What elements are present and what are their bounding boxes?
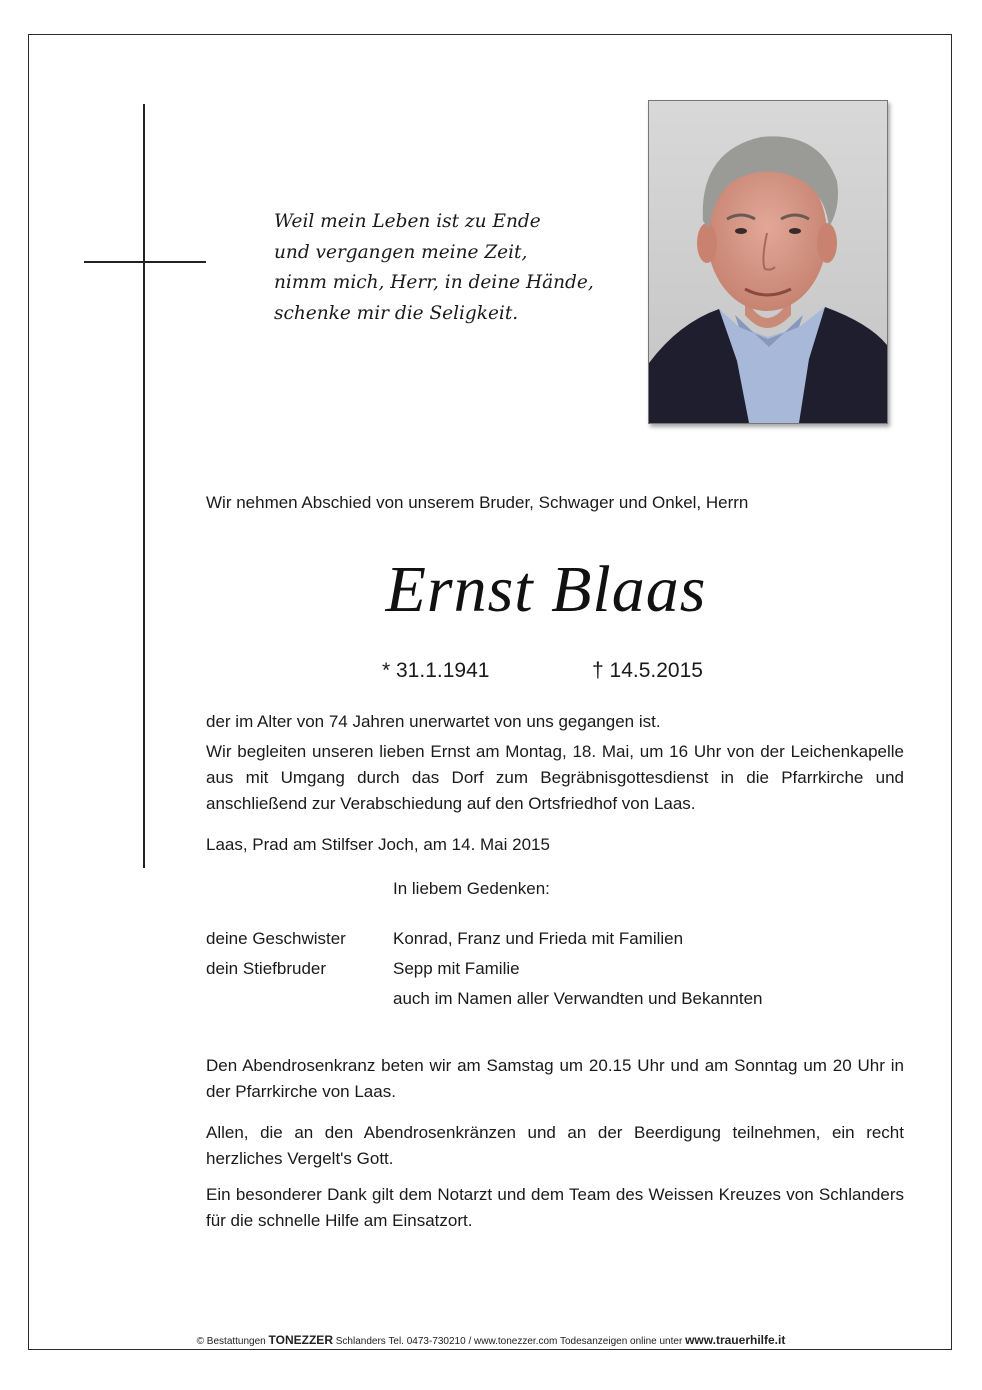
funeral-text: Wir begleiten unseren lieben Ernst am Montag, 18. Mai, um 16 Uhr von der Leichenkapelle aus mit Umgang durch das Dorf zum Begräbnisgottesdienst in die Pfarrkirche und anschließend zur Verabschiedung auf den Ortsfriedhof von Laas. [206,742,904,813]
verse-line: Weil mein Leben ist zu Ende [274,211,541,232]
birth-date: * 31.1.1941 [382,659,490,682]
footer-brand: TONEZZER [268,1333,333,1347]
verse-line: und vergangen meine Zeit, [274,241,528,263]
footer-website-link[interactable]: www.trauerhilfe.it [685,1333,786,1347]
footer-prefix: © Bestattungen [196,1336,266,1347]
mourner-names: auch im Namen aller Verwandten und Bekannten [393,989,763,1008]
portrait-photo [648,100,888,424]
cross-icon-horizontal [84,261,206,263]
intro-text: Wir nehmen Abschied von unserem Bruder, Schwager und Onkel, Herrn [206,493,749,512]
age-text: der im Alter von 74 Jahren unerwartet von uns gegangen ist. [206,712,661,731]
special-thanks-text: Ein besonderer Dank gilt dem Notarzt und dem Team des Weissen Kreuzes von Schlanders für die schnelle Hilfe am Einsatzort. [206,1185,904,1230]
memory-heading: In liebem Gedenken: [393,879,550,898]
mourner-label: deine Geschwister [206,929,346,948]
deceased-name: Ernst Blaas [385,553,707,626]
portrait-illustration [649,101,887,423]
mourner-names: Konrad, Franz und Frieda mit Familien [393,929,684,948]
verse-line: schenke mir die Seligkeit. [274,302,519,324]
footer-contact: Schlanders Tel. 0473-730210 / www.tonezzer.com Todesanzeigen online unter [335,1336,683,1347]
verse-line: nimm mich, Herr, in deine Hände, [274,272,594,293]
rosary-text: Den Abendrosenkranz beten wir am Samstag um 20.15 Uhr und am Sonntag um 20 Uhr in der Pfarrkirche von Laas. [206,1056,904,1101]
cross-icon-vertical [143,104,145,868]
memorial-verse [274,207,594,329]
mourner-names: Sepp mit Familie [393,959,520,978]
thanks-text: Allen, die an den Abendrosenkränzen und an der Beerdigung teilnehmen, ein recht herzliches Vergelt's Gott. [206,1123,904,1168]
place-date: Laas, Prad am Stilfser Joch, am 14. Mai 2015 [206,835,550,854]
footer [0,1333,982,1347]
death-date: † 14.5.2015 [592,659,703,682]
mourner-label: dein Stiefbruder [206,959,327,978]
